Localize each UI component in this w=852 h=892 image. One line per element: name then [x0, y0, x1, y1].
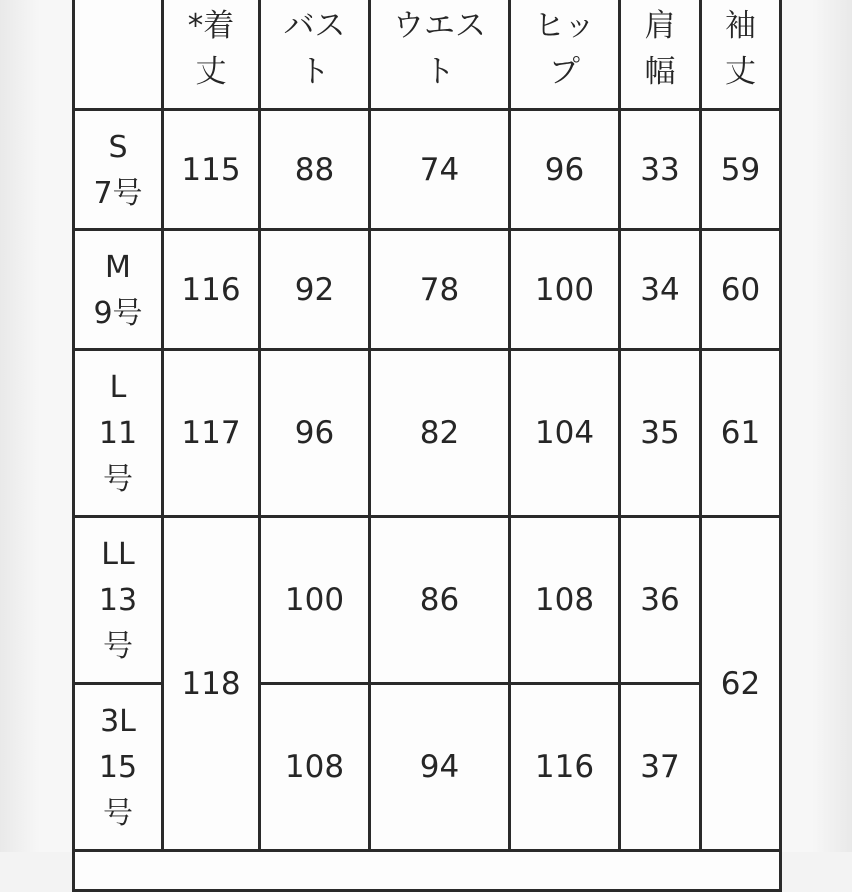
header-shoulder-line-2: 幅	[644, 53, 676, 90]
header-waist-line-1: ウエス	[393, 7, 486, 44]
sleeve-value: 60	[701, 230, 781, 350]
bust-value: 100	[260, 517, 370, 684]
header-sleeve-line-2: 丈	[725, 53, 756, 90]
sleeve-value: 59	[701, 110, 781, 230]
waist-value: 82	[370, 350, 510, 517]
size-label-cell	[74, 684, 163, 851]
header-shoulder	[620, 0, 701, 110]
header-length-line-1: *着	[187, 7, 235, 44]
size-label-line: LL	[101, 537, 135, 572]
header-shoulder-line-1: 肩	[644, 7, 676, 44]
header-sleeve-line-1: 袖	[725, 7, 756, 44]
size-label-line: 9号	[93, 295, 143, 331]
table-row	[74, 110, 781, 230]
table-row	[74, 350, 781, 517]
header-sleeve	[701, 0, 781, 110]
size-label-line: L	[109, 370, 127, 405]
header-row	[74, 0, 781, 110]
waist-value: 74	[370, 110, 510, 230]
waist-value: 78	[370, 230, 510, 350]
size-label-line: 7号	[93, 175, 143, 211]
length-value: 117	[163, 350, 260, 517]
header-hip-line-2: プ	[549, 53, 580, 90]
bust-value: 92	[260, 230, 370, 350]
hip-value: 100	[510, 230, 620, 350]
header-bust-line-1: バス	[283, 7, 346, 44]
shoulder-value: 37	[620, 684, 701, 851]
size-label-line: 11	[98, 416, 138, 451]
header-length	[163, 0, 260, 110]
shoulder-value: 35	[620, 350, 701, 517]
table-row	[74, 517, 781, 684]
bust-value: 96	[260, 350, 370, 517]
length-value-merged: 118	[163, 517, 260, 851]
size-label-line: 号	[103, 629, 133, 664]
bust-value: 88	[260, 110, 370, 230]
header-hip	[510, 0, 620, 110]
header-bust	[260, 0, 370, 110]
size-chart-table	[72, 0, 782, 892]
shoulder-value: 34	[620, 230, 701, 350]
header-waist-line-2: ト	[424, 53, 455, 90]
size-label-line: M	[105, 249, 131, 285]
size-label-cell	[74, 350, 163, 517]
bust-value: 108	[260, 684, 370, 851]
header-length-line-2: 丈	[195, 53, 227, 90]
shoulder-value: 36	[620, 517, 701, 684]
size-label-line: S	[108, 129, 128, 165]
table-row-cut-off	[74, 851, 781, 891]
header-hip-line-1: ヒッ	[533, 7, 596, 44]
hip-value: 116	[510, 684, 620, 851]
hip-value: 104	[510, 350, 620, 517]
size-label-cell	[74, 230, 163, 350]
size-label-line: 13	[98, 583, 138, 618]
length-value: 115	[163, 110, 260, 230]
header-bust-line-2: ト	[299, 53, 330, 90]
size-label-line: 15	[98, 750, 138, 785]
sleeve-value: 61	[701, 350, 781, 517]
hip-value: 108	[510, 517, 620, 684]
waist-value: 86	[370, 517, 510, 684]
table-footer-cell	[74, 851, 781, 891]
header-waist	[370, 0, 510, 110]
size-label-cell	[74, 110, 163, 230]
hip-value: 96	[510, 110, 620, 230]
table-row	[74, 230, 781, 350]
shoulder-value: 33	[620, 110, 701, 230]
size-label-line: 号	[103, 796, 133, 831]
size-label-line: 3L	[100, 704, 136, 739]
size-label-cell	[74, 517, 163, 684]
header-corner-cell	[74, 0, 163, 110]
waist-value: 94	[370, 684, 510, 851]
length-value: 116	[163, 230, 260, 350]
sleeve-value-merged: 62	[701, 517, 781, 851]
size-label-line: 号	[103, 462, 133, 497]
